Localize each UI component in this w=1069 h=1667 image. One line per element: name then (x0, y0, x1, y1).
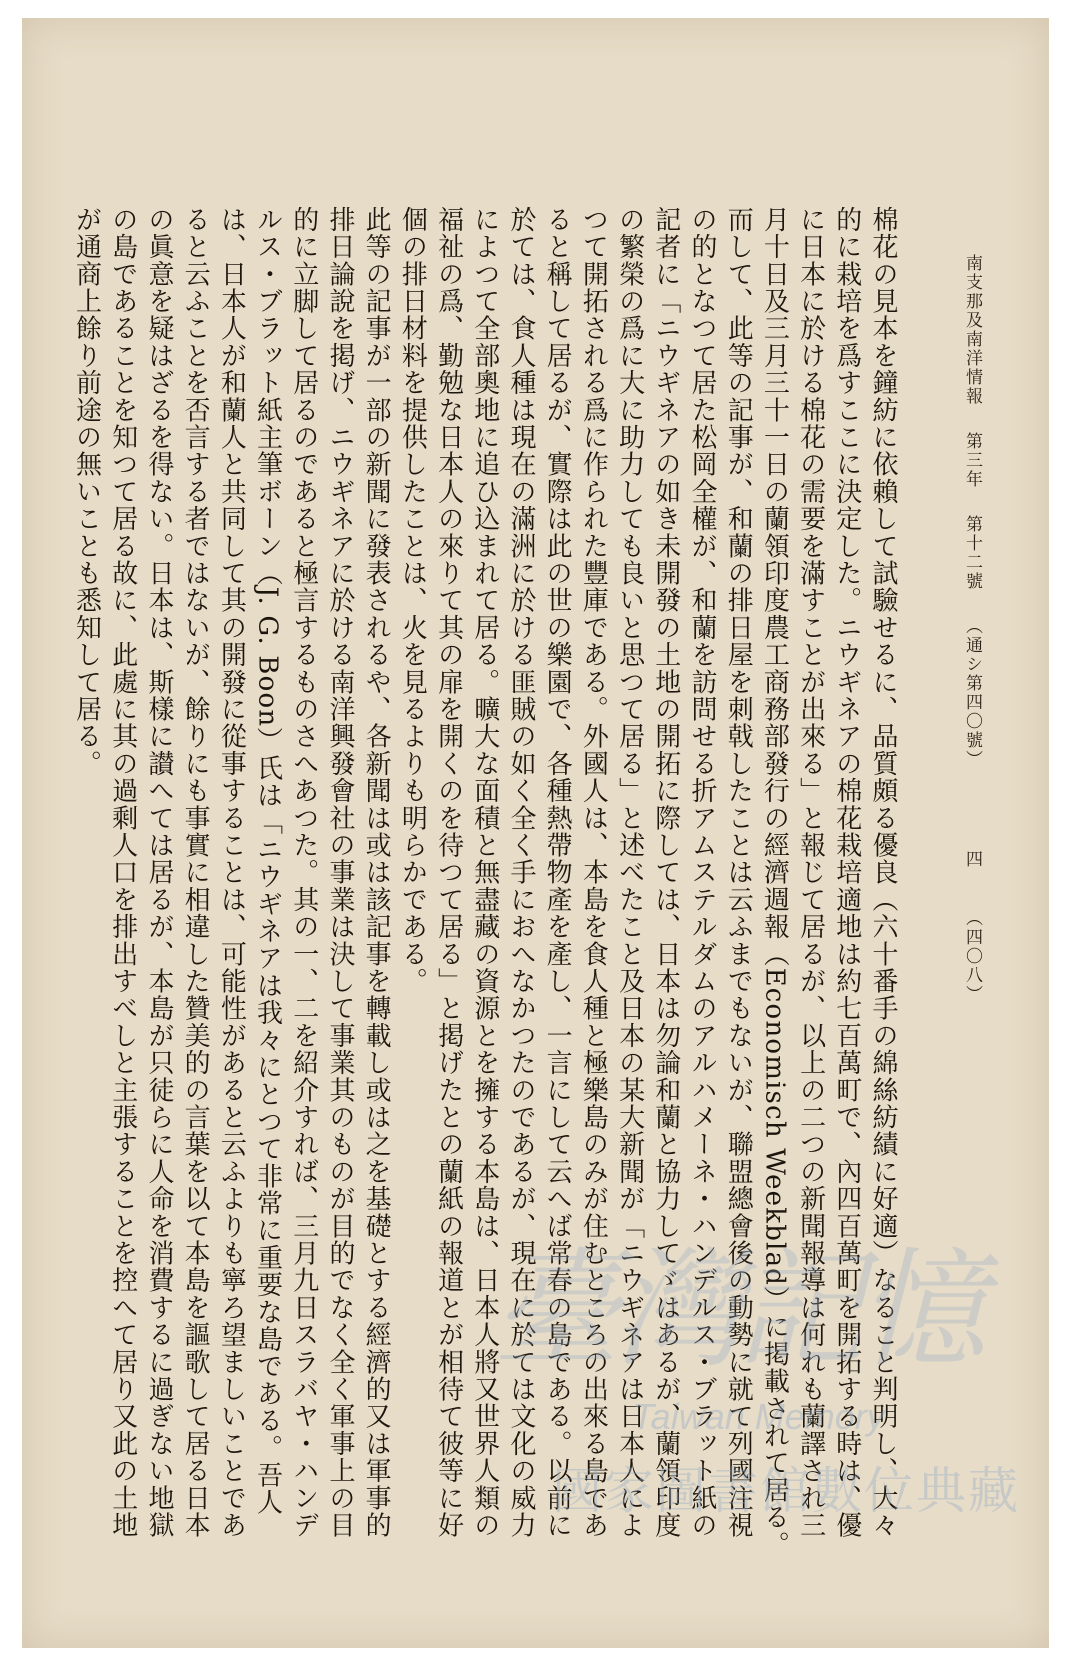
watermark-logo-text: 臺灣記憶 (492, 1236, 981, 1385)
serial-issue-label: （通シ第四〇號） (962, 617, 982, 769)
watermark-latin-text: Taiwan Memory (632, 1396, 885, 1437)
paragraph: 棉花の見本を鐘紡に依賴して試驗せるに、品質頗る優良（六十番手の綿絲紡績に好適）なること判明し、大々的に栽培を爲すここに決定した。ニウギネアの棉花栽培適地は約七百萬町で、內四百萬町を開拓する時は、優に日本に於ける棉花の需要を滿すことが出來る」と報じて居るが、以上の二つの新聞報導は何れも蘭譯され三月十日及三月三十一日の蘭領印度農工商務部發行の經濟週報（Economisch Weekblad）に掲載されて居る。而して、此等の記事が、和蘭の排日屋を刺戟したことは云ふまでもないが、聯盟總會後の動勢に就て列國注視の的となつて居た松岡全權が、和蘭を訪問せる折アムステルダムのアルハメーネ・ハンデルス・ブラット紙の記者に「ニウギネアの如き未開發の土地の開拓に際しては、日本は勿論和蘭と協力してゞはあるが、蘭領印度の繁榮の爲に大に助力しても良いと思つて居る」と述べたこと及日本の某大新聞が「ニウギネアは日本人によつて開拓される爲に作られた豐庫である。外國人は、本島を食人種と極樂島のみが住むところの出來る島であると稱して居るが、實際は此の世の樂園で、各種熱帶物產を產し、一言にして云へば常春の島である。以前に於ては、食人種は現在の滿洲に於ける匪賊の如く全く手におへなかつたのであるが、現在に於ては文化の威力によつて全部奧地に追ひ込まれて居る。曠大な面積と無盡藏の資源とを擁する本島は、日本人將又世界人類の福祉の爲、勤勉な日本人の來りて其の扉を開くのを待つて居る」と掲げたとの蘭紙の報道とが相待て彼等に好個の排日材料を提供したことは、火を見るよりも明らかである。 (397, 206, 898, 1559)
body-text (71, 206, 901, 1562)
page-number-total: （四〇八） (962, 909, 982, 1004)
issue-label: 第十二號 (962, 515, 982, 591)
watermark-library-text: 國家圖書館數位典藏 (552, 1462, 1020, 1520)
page-number-local: 四 (962, 850, 982, 869)
document-page (22, 18, 1049, 1648)
paragraph: 此等の記事が一部の新聞に發表されるや、各新聞は或は該記事を轉載し或は之を基礎とする經濟的又は軍事的排日論說を掲げ、ニウギネアに於ける南洋興發會社の事業は決して事業其のものが目的でなく全く軍事上の目的に立脚して居るのであると極言するものさへあつた。其の一、二を紹介すれば、三月九日スラバヤ・ハンデルス・ブラット紙主筆ボーン（J. G. Boon）氏は「ニウギネアは我々にとつて非常に重要な島である。吾人は、日本人が和蘭人と共同して其の開發に從事することは、可能性があると云ふよりも寧ろ望ましいことであると云ふことを否言する者ではないが、餘りにも事實に相違した贊美的の言葉を以て本島を謳歌して居る日本の眞意を疑はざるを得ない。日本は、斯樣に讃へては居るが、本島が只徒らに人命を消費するに過ぎない地獄の島であることを知つて居る故に、此處に其の過剩人口を排出すべしと主張することを控へて居り又此の土地が通商上餘り前途の無いことも悉知して居る。 (71, 206, 392, 1539)
volume-label: 第三年 (962, 432, 982, 489)
journal-title: 南支那及南洋情報 (962, 254, 982, 406)
running-header (961, 254, 983, 854)
page-number (961, 850, 983, 1150)
